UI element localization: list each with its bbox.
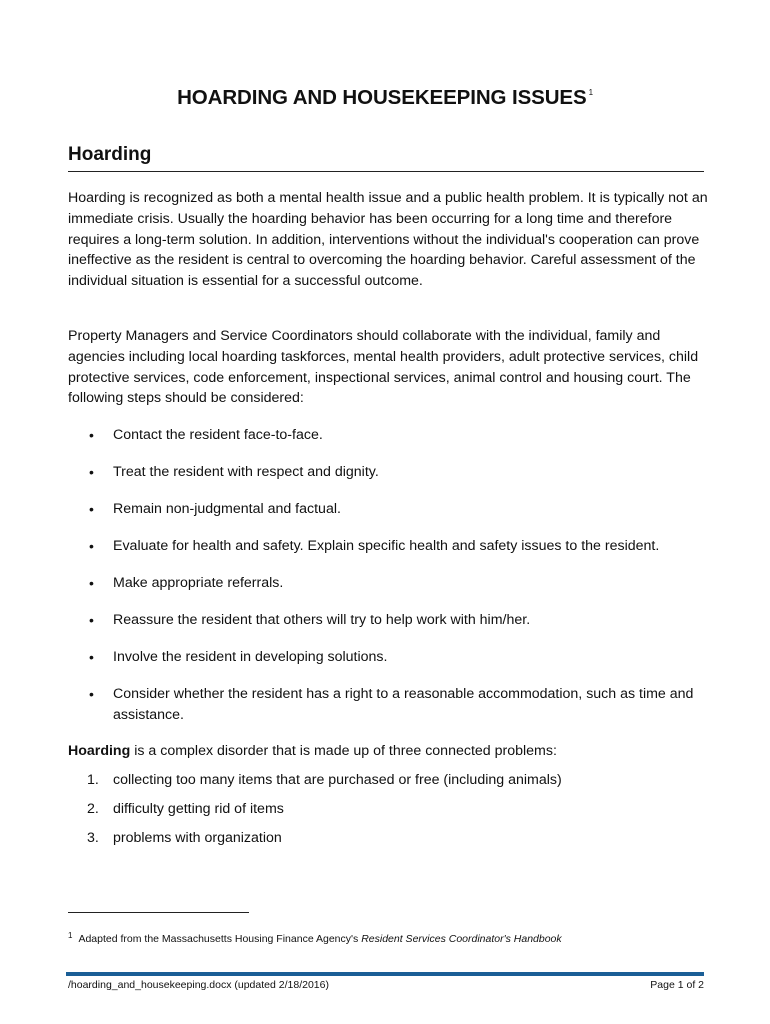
page-number: Page 1 of 2 xyxy=(650,979,704,991)
footnote-source-title: Resident Services Coordinator's Handbook xyxy=(361,933,562,945)
footnote-divider xyxy=(68,912,249,913)
list-item: 3. problems with organization xyxy=(87,829,282,846)
bullet-icon: • xyxy=(89,574,94,591)
list-item: • Evaluate for health and safety. Explain specific health and safety issues to the resident. xyxy=(68,536,708,557)
list-item: • Make appropriate referrals. xyxy=(68,573,708,594)
list-item: • Reassure the resident that others will try to help work with him/her. xyxy=(68,610,708,631)
list-item: • Contact the resident face-to-face. xyxy=(68,425,708,446)
intro-paragraph: Hoarding is recognized as both a mental health issue and a public health problem. It is typically not an immediate crisis. Usually the hoarding behavior has been occurring for a long time and therefore requires a long-term solution. In addition, interventions without the individual's cooperation can prove ineffective as the resident is central to overcoming the hoarding behavior. Careful assessment of the individual situation is essential for a successful outcome. xyxy=(68,190,708,290)
bullet-icon: • xyxy=(89,611,94,628)
bullet-icon: • xyxy=(89,537,94,554)
list-item: • Involve the resident in developing solutions. xyxy=(68,647,708,668)
document-title xyxy=(0,86,770,110)
title-text: HOARDING AND HOUSEKEEPING ISSUES xyxy=(177,86,587,109)
problems-list xyxy=(68,770,708,856)
list-item: 2. difficulty getting rid of items xyxy=(87,800,284,817)
footer-bar xyxy=(66,972,704,976)
bullet-icon: • xyxy=(89,648,94,665)
definition-text: is a complex disorder that is made up of three connected problems: xyxy=(130,743,557,759)
heading-divider xyxy=(68,171,704,172)
footer-filename: /hoarding_and_housekeeping.docx (updated 2/18/2016) xyxy=(68,979,329,991)
steps-list xyxy=(68,425,708,742)
section-heading: Hoarding xyxy=(68,144,152,165)
list-item: 1. collecting too many items that are purchased or free (including animals) xyxy=(87,772,562,788)
bullet-icon: • xyxy=(89,500,94,517)
footnote-mark: 1 xyxy=(68,931,73,940)
footnote xyxy=(68,929,562,946)
bullet-icon: • xyxy=(89,463,94,480)
definition-term: Hoarding xyxy=(68,743,131,759)
list-item: • Consider whether the resident has a right to a reasonable accommodation, such as time and assistance. xyxy=(89,685,694,723)
list-item: • Remain non-judgmental and factual. xyxy=(68,499,708,520)
footnote-text: Adapted from the Massachusetts Housing Finance Agency's xyxy=(78,933,362,945)
bullet-icon: • xyxy=(89,685,94,702)
title-footnote-mark: 1 xyxy=(588,88,593,97)
list-item: • Treat the resident with respect and dignity. xyxy=(68,462,708,483)
collaboration-paragraph: Property Managers and Service Coordinators should collaborate with the individual, family and agencies including local hoarding taskforces, mental health providers, adult protective services, child protective services, code enforcement, inspectional services, animal control and housing court. The following steps should be considered: xyxy=(68,328,699,407)
definition-paragraph xyxy=(68,741,708,762)
bullet-icon: • xyxy=(89,427,94,443)
